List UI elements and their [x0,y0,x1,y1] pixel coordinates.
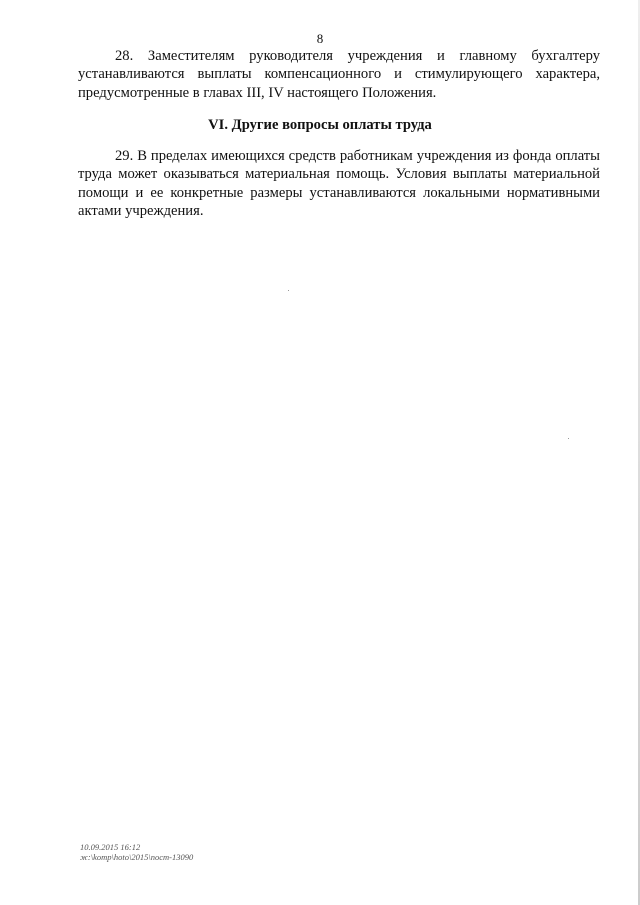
scan-speck [288,290,289,291]
footer-path: ж:\komp\hoto\2015\пост-13090 [80,852,194,862]
paragraph-28: 28. Заместителям руководителя учреждения и главному бухгалтеру устанавливаются выплаты компенсационного и стимулирующего характера, предусмотренные в главах III, IV настоящего Положения. [78,48,600,101]
section-heading: VI. Другие вопросы оплаты труда [208,117,432,133]
footer-date: 10.09.2015 16:12 [80,842,141,852]
footer-stamp [80,842,193,862]
page-number: 8 [316,31,324,46]
scan-speck [568,438,569,439]
paragraph-29: 29. В пределах имеющихся средств работникам учреждения из фонда оплаты труда может оказываться материальная помощь. Условия выплаты материальной помощи и ее конкретные размеры устанавливаются локальными нормативными актами учреждения. [78,148,600,219]
